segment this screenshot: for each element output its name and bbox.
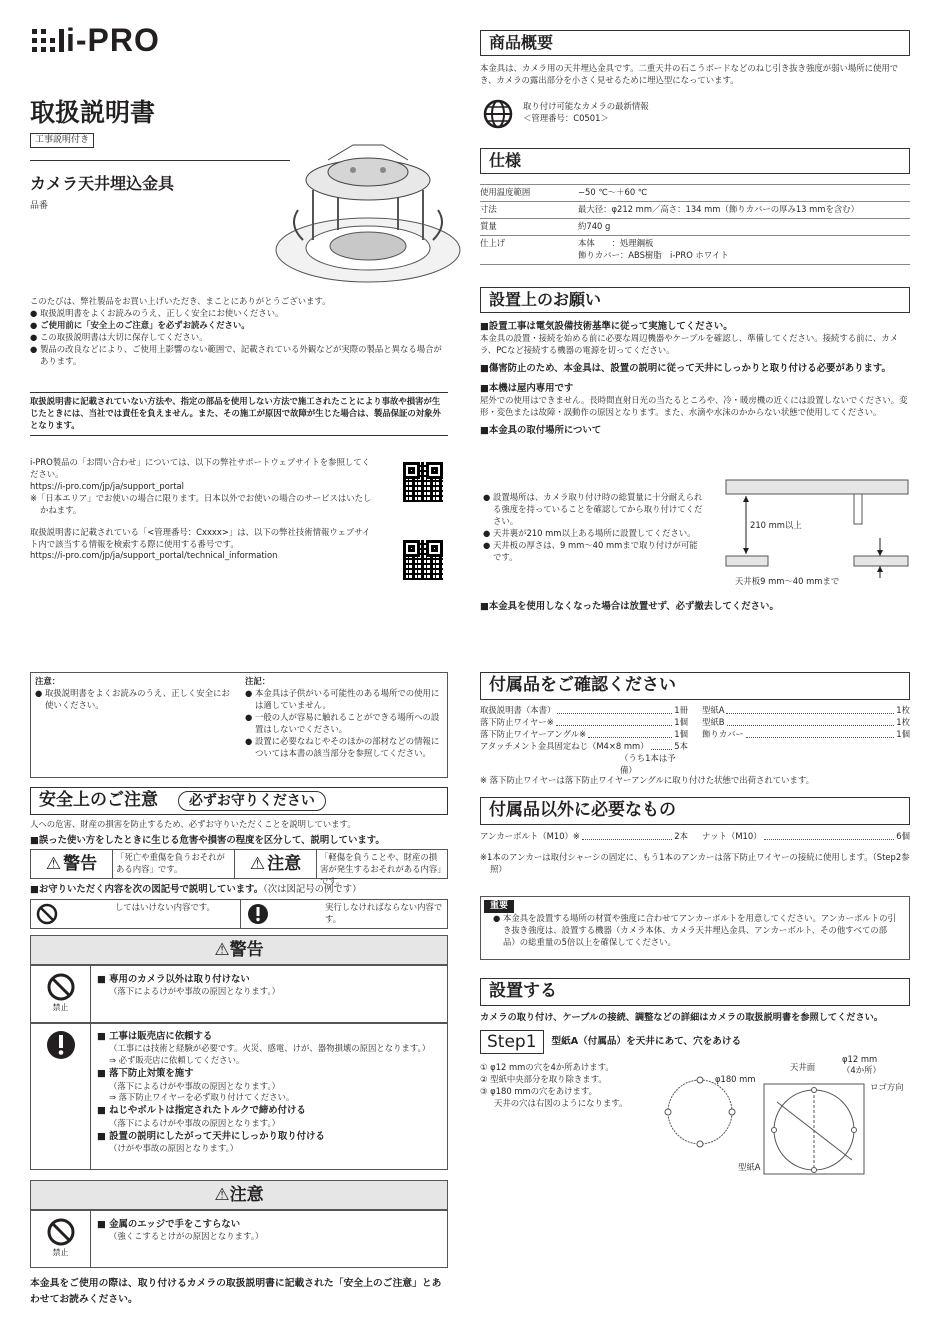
warning-item-action: ⇒ 落下防止ワイヤーを必ず取り付けてください。	[109, 1092, 295, 1103]
fig-4-label: （4か所）	[842, 1065, 881, 1075]
spec-row: 寸法 最大径：φ212 mm／高さ：134 mm（飾りカバーの厚み13 mmを含む）	[480, 202, 910, 219]
caution-label: 注意	[267, 853, 302, 874]
spec-row: 仕上げ 本体 ：処理鋼板 飾りカバー：ABS樹脂 i-PRO ホワイト	[480, 236, 910, 265]
list-item: ③ φ180 mmの穴をあけます。	[480, 1085, 597, 1096]
warning-item-note: （けがや事故の原因となります。）	[109, 1142, 239, 1153]
warning-box-2	[30, 1023, 448, 1170]
accessories-heading: 付属品をご確認ください	[480, 672, 910, 700]
intro-bullet: ● ご使用前に「安全上のご注意」を必ずお読みください。	[30, 319, 250, 330]
notes-remark	[245, 676, 445, 759]
prohibit-icon	[46, 1217, 76, 1247]
warning-item-note: （落下によるけがや事故の原因となります。）	[109, 986, 281, 997]
list-item: 落下防止ワイヤーアングル※ 1個	[480, 728, 688, 739]
caution-item-title: ■ 金属のエッジで手をこすらない	[97, 1219, 241, 1230]
step-badge: Step1	[480, 1030, 544, 1054]
install-req-heading: 設置上のお願い	[480, 287, 910, 313]
list-item: ● 取扱説明書をよくお読みのうえ、正しく安全にお使いください。	[35, 687, 230, 710]
install-req-s5: ■本金具を使用しなくなった場合は放置せず、必ず撤去してください。	[480, 601, 779, 612]
install-lead: カメラの取り付け、ケーブルの接続、調整などの詳細はカメラの取扱説明書を参照してください。	[480, 1012, 884, 1023]
diagram-210-label: 210 mm以上	[750, 520, 802, 530]
install-heading: 設置する	[480, 978, 910, 1006]
warning-item-title: ■ 専用のカメラ以外は取り付けない	[97, 974, 250, 985]
install-req-p1: 本金具の設置・接続を始める前に必要な周辺機器やケーブルを確認し、準備してください。接続する前に、カメラ、PCなど接続する機器の電源を切ってください。	[480, 333, 898, 356]
caution-banner-icon: ⚠	[214, 1185, 230, 1205]
safety-footer: 本金具をご使用の際は、取り付けるカメラの取扱説明書に記載された「安全上のご注意」とあわせてお読みください。	[30, 1278, 442, 1305]
install-req-p3: 屋外での使用はできません。長時間直射日光の当たるところや、冷・暖房機の近くには設置しないでください。変形・変色または故障・誤動作の原因となります。また、水滴や水沫のかからない状態で使用してください。	[480, 394, 908, 417]
step1-list	[480, 1062, 627, 1110]
qr-code-support	[403, 462, 443, 502]
list-item-extra: （うち1本は予備）	[620, 752, 676, 775]
construction-badge: 工事説明付き	[30, 133, 94, 148]
intro-bullet: ● 取扱説明書をよくお読みのうえ、正しく安全にお使いください。	[30, 307, 284, 318]
doc-title: 取扱説明書	[30, 98, 156, 127]
notes-remark-heading: 注記：	[245, 676, 271, 686]
step1-header	[480, 1030, 741, 1054]
prohibit-desc: してはいけない内容です。	[111, 900, 241, 928]
caution-desc: 「軽傷を負うことや、財産の損害が発生するおそれがある内容」です。	[320, 852, 442, 886]
list-item: 型紙B 1枚	[702, 716, 910, 727]
caution-banner	[30, 1180, 448, 1210]
mandatory-icon	[247, 903, 269, 925]
prohibit-word: 禁止	[52, 1248, 69, 1257]
list-item: 飾りカバー 1個	[702, 728, 910, 739]
fig-logo-label: ロゴ方向	[870, 1082, 904, 1092]
accessories-note: ※ 落下防止ワイヤーは落下防止ワイヤーアングルに取り付けた状態で出荷されています。	[480, 775, 814, 785]
camera-info-text: 取り付け可能なカメラの最新情報	[523, 101, 649, 111]
safety-pill: 必ずお守りください	[178, 791, 326, 811]
list-item: ● 本金具は子供がいる可能性のある場所での使用には適していません。	[245, 687, 440, 710]
list-item: アンカーボルト（M10）※ 2本	[480, 831, 688, 841]
safety-heading	[30, 787, 448, 815]
logo-dots-icon	[30, 26, 66, 56]
spec-heading: 仕様	[480, 148, 910, 174]
mandatory-icon	[46, 1030, 76, 1060]
spec-table	[480, 184, 910, 265]
warning-box-1	[30, 965, 448, 1023]
fig-template-label: 型紙A	[738, 1162, 761, 1172]
template-a-diagram	[762, 1082, 872, 1177]
step-title: 型紙A（付属品）を天井にあて、穴をあける	[551, 1036, 742, 1048]
brand-logo	[30, 22, 160, 59]
install-req-s3: ■本機は屋内専用です	[480, 382, 574, 394]
install-req-body	[480, 320, 910, 437]
list-item: ● 設置に必要なねじやそのほかの部材などの情報については本書の該当部分を参照してください。	[245, 735, 440, 758]
symbol-legend-box	[30, 899, 448, 929]
japan-note: ※「日本エリア」でお使いの場合に限ります。日本以外でお使いの場合のサービスはいたしかねます。	[30, 492, 372, 515]
list-item: 取扱説明書（本書） 1冊	[480, 705, 688, 715]
intro-bullet: ● 製品の改良などにより、ご使用上影響のない範囲で、記載されている外観などが実際の製品と異なる場合があります。	[30, 343, 442, 366]
accessories-right-list	[702, 705, 910, 741]
globe-icon	[482, 98, 514, 132]
safety-s2-text: ■お守りいただく内容を次の図記号で説明しています。	[30, 884, 264, 895]
caution-item-note: （強くこするとけがの原因となります。）	[109, 1231, 264, 1242]
list-item: アタッチメント金具固定ねじ（M4×8 mm） 5本	[480, 740, 688, 751]
warning-banner-icon: ⚠	[214, 940, 230, 960]
prohibit-icon	[46, 972, 76, 1002]
accessories-left-list	[480, 705, 688, 777]
product-name: カメラ天井埋込金具	[30, 174, 175, 193]
important-label: 重要	[484, 900, 514, 913]
warning-label: 警告	[63, 853, 98, 874]
safety-s2-note: （次は図記号の例です）	[263, 884, 362, 895]
warning-item-title: ■ ねじやボルトは指定されたトルクで締め付ける	[97, 1105, 306, 1117]
mgmt-note: 取扱説明書に記載されている「<管理番号：Cxxxx>」は、以下の弊社技術情報ウェブサイト内で該当する情報を検索する際に使用する番号です。	[30, 526, 371, 549]
list-item: ● 設置場所は、カメラ取り付け時の総質量に十分耐えられる強度を持っていることを確認してから取り付けてください。	[483, 492, 703, 526]
required-note: ※1本のアンカーは取付シャーシの固定に、もう1本のアンカーは落下防止ワイヤーの接続に使用します。（Step2参照）	[480, 852, 910, 874]
support-section	[30, 457, 375, 562]
warning-banner	[30, 935, 448, 965]
caution-box	[30, 1210, 448, 1268]
safety-intro: 人への危害、財産の損害を防止するため、必ずお守りいただくことを説明しています。	[30, 819, 356, 829]
important-text: ● 本金具を設置する場所の材質や強度に合わせてアンカーボルトを用意してください。アンカーボルトの引き抜き強度は、設置する機器（カメラ本体、カメラ天井埋込金具、アンカーボルト、その他すべての部品）の総重量の5倍以上を確保してください。	[493, 913, 896, 947]
warning-item-title: ■ 設置の説明にしたがって天井にしっかり取り付ける	[97, 1130, 325, 1142]
fig-d12-label: φ12 mm	[842, 1054, 878, 1064]
intro-bullet: ● この取扱説明書は大切に保存してください。	[30, 331, 208, 342]
install-req-s4: ■本金具の取付場所について	[480, 424, 602, 436]
warning-item-action: ⇒ 必ず販売店に依頼してください。	[109, 1055, 245, 1066]
technical-url[interactable]: https://i-pro.com/jp/ja/support_portal/technical_information	[30, 550, 278, 561]
warning-banner-text: 警告	[229, 940, 264, 960]
safety-s2	[30, 883, 362, 896]
safety-heading-text: 安全上のご注意	[39, 790, 158, 810]
camera-info-code: ＜管理番号：C0501＞	[523, 112, 609, 123]
list-item: 型紙A 1枚	[702, 705, 910, 715]
required-heading: 付属品以外に必要なもの	[480, 797, 910, 825]
list-item: ナット（M10） 6個	[702, 831, 910, 841]
overview-body: 本金具は、カメラ用の天井埋込金具です。二重天井の石こうボードなどのねじ引き抜き強度が弱い場所に使用でき、カメラの露出部分を小さく見せるために埋込型になっています。	[480, 63, 899, 85]
prohibit-icon	[36, 903, 58, 925]
fig-ceiling-label: 天井面	[790, 1062, 816, 1072]
diagram-thickness-label: 天井板9 mm〜40 mmまで	[735, 576, 840, 586]
qr-code-technical	[403, 540, 443, 580]
model-label: 品番	[30, 201, 49, 211]
ceiling-hole-diagram	[660, 1076, 740, 1148]
caution-triangle-icon: ⚠	[249, 853, 266, 874]
disclaimer-box: 取扱説明書に記載されていない方法や、指定の部品を使用しない方法で施工されたことにより事故や損害が生じたときには、当社では責任を負えません。また、その施工が原因で故障が生じた場合は、製品保証の対象外となります。	[30, 392, 448, 436]
fig-d180-label: φ180 mm	[715, 1074, 756, 1084]
mandatory-desc: 実行しなければならない内容です。	[325, 902, 443, 924]
list-item: ● 天井板の厚さは、9 mm〜40 mmまで取り付けが可能です。	[483, 539, 698, 562]
support-contact: i-PRO製品の「お問い合わせ」については、以下の弊社サポートウェブサイトを参照してください。	[30, 457, 370, 479]
spec-row: 質量 約740 g	[480, 219, 910, 236]
title-rule	[30, 160, 290, 161]
warning-item-title: ■ 工事は販売店に依頼する	[97, 1031, 213, 1042]
warning-item-note: （落下によるけがや事故の原因となります。）	[109, 1080, 281, 1091]
spec-row: 使用温度範囲 −50 ℃〜＋60 ℃	[480, 185, 910, 202]
install-req-s2: ■傷害防止のため、本金具は、設置の説明に従って天井にしっかりと取り付ける必要があります。	[480, 363, 891, 375]
intro-lead: このたびは、弊社製品をお買い上げいただき、まことにありがとうございます。	[30, 296, 331, 306]
list-item: ② 型紙中央部分を取り除きます。	[480, 1073, 607, 1084]
product-image	[258, 130, 473, 290]
install-req-s1: ■設置工事は電気設備技術基準に従って実施してください。	[480, 321, 733, 332]
warning-level-box	[30, 849, 448, 886]
warning-desc: 「死亡や重傷を負うおそれがある内容」です。	[113, 850, 235, 878]
list-item: 落下防止ワイヤー※ 1個	[480, 716, 688, 727]
warning-item-title: ■ 落下防止対策を施す	[97, 1068, 194, 1080]
notes-caution-heading: 注意：	[35, 676, 61, 686]
warning-item-note: （落下によるけがや事故の原因となります。）	[109, 1117, 281, 1128]
warning-triangle-icon: ⚠	[45, 853, 62, 874]
required-list	[480, 831, 910, 843]
overview-heading: 商品概要	[480, 30, 910, 56]
camera-info	[523, 101, 649, 125]
list-item: ● 一般の人が容易に触れることができる場所への設置はしないでください。	[245, 711, 440, 734]
brand-name: i-PRO	[66, 22, 160, 59]
prohibit-word: 禁止	[52, 1003, 69, 1012]
safety-s1: ■誤った使い方をしたときに生じる危害や損害の程度を区分して、説明しています。	[30, 835, 385, 846]
mount-location-list	[483, 492, 703, 564]
important-box	[480, 896, 910, 960]
list-item: 天井の穴は右図のようになります。	[494, 1097, 628, 1108]
support-url[interactable]: https://i-pro.com/jp/ja/support_portal	[30, 480, 185, 491]
intro-section	[30, 296, 445, 368]
list-item: ● 天井裏が210 mm以上ある場所に設置してください。	[483, 527, 696, 538]
warning-item-note: （工事には技術と経験が必要です。火災、感電、けが、器物損壊の原因となります。）	[109, 1043, 431, 1054]
notes-caution	[35, 676, 230, 712]
list-item: ① φ12 mmの穴を4か所あけます。	[480, 1062, 614, 1072]
caution-banner-text: 注意	[229, 1185, 264, 1205]
